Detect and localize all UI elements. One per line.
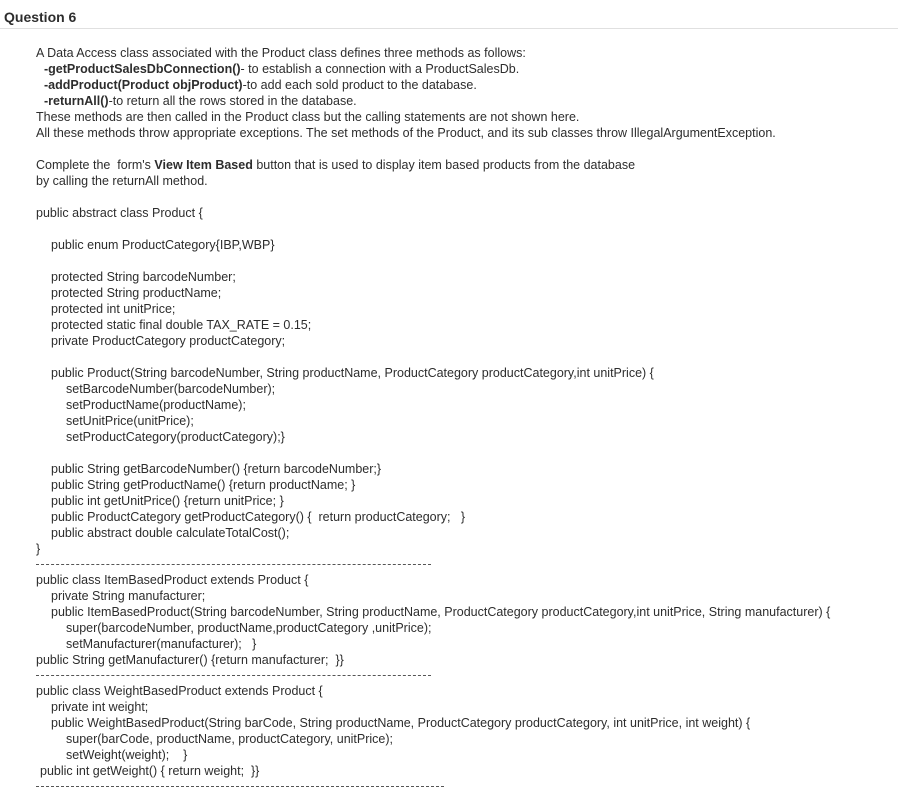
code-line: public int getWeight() { return weight; }} [40, 764, 260, 778]
code-line: protected String barcodeNumber; [51, 270, 236, 284]
code-line: super(barcodeNumber, productName,productCategory ,unitPrice); [66, 621, 432, 635]
code-line: protected int unitPrice; [51, 302, 176, 316]
code-line: super(barCode, productName, productCategory, unitPrice); [66, 732, 394, 746]
code-line: private ProductCategory productCategory; [51, 334, 286, 348]
method-name: -returnAll() [44, 94, 109, 108]
code-line: public abstract class Product { [36, 206, 203, 220]
code-line: public Product(String barcodeNumber, String productName, ProductCategory productCategory,int unitPrice) { [51, 366, 654, 380]
dashed-separator [36, 786, 444, 787]
code-line: setProductName(productName); [66, 398, 246, 412]
code-line: protected String productName; [51, 286, 222, 300]
method-name: -getProductSalesDbConnection() [44, 62, 241, 76]
task-text: button that is used to display item based products from the database [252, 158, 636, 172]
code-line: public WeightBasedProduct(String barCode, String productName, ProductCategory productCategory, int unitPrice, int weight) { [51, 716, 751, 730]
code-line: setWeight(weight); } [66, 748, 188, 762]
code-line: private int weight; [51, 700, 149, 714]
question-body [36, 45, 886, 794]
dashed-separator [36, 564, 431, 565]
code-line: public String getBarcodeNumber() {return barcodeNumber;} [51, 462, 382, 476]
method-text: -to add each sold product to the database. [242, 78, 477, 92]
task-line [36, 157, 886, 173]
code-line: setBarcodeNumber(barcodeNumber); [66, 382, 276, 396]
code-line: public class WeightBasedProduct extends Product { [36, 684, 323, 698]
code-line: setUnitPrice(unitPrice); [66, 414, 194, 428]
code-line: public String getManufacturer() {return manufacturer; }} [36, 653, 344, 667]
method-text: - to establish a connection with a ProductSalesDb. [240, 62, 520, 76]
code-line: public ItemBasedProduct(String barcodeNumber, String productName, ProductCategory productCategory,int unitPrice, String manufacturer) { [51, 605, 831, 619]
method-name: -addProduct(Product objProduct) [44, 78, 243, 92]
code-line: setManufacturer(manufacturer); } [66, 637, 257, 651]
code-line: public class ItemBasedProduct extends Product { [36, 573, 309, 587]
question-title: Question 6 [4, 9, 77, 25]
intro-line: A Data Access class associated with the Product class defines three methods as follows: [36, 46, 526, 60]
question-header [0, 0, 898, 29]
intro-line: These methods are then called in the Product class but the calling statements are not shown here. [36, 110, 580, 124]
code-line: setProductCategory(productCategory);} [66, 430, 285, 444]
method-description [36, 77, 886, 93]
task-line: by calling the returnAll method. [36, 174, 208, 188]
code-line: private String manufacturer; [51, 589, 206, 603]
code-line: public ProductCategory getProductCategory() { return productCategory; } [51, 510, 466, 524]
code-line: public enum ProductCategory{IBP,WBP} [51, 238, 275, 252]
method-description [36, 93, 886, 109]
code-line: public abstract double calculateTotalCost(); [51, 526, 290, 540]
code-line: } [36, 542, 41, 556]
code-line: public String getProductName() {return productName; } [51, 478, 356, 492]
code-line: protected static final double TAX_RATE = 0.15; [51, 318, 312, 332]
task-button-name: View Item Based [154, 158, 253, 172]
method-text: -to return all the rows stored in the database. [108, 94, 357, 108]
dashed-separator [36, 675, 431, 676]
intro-line: All these methods throw appropriate exceptions. The set methods of the Product, and its sub classes throw IllegalArgumentException. [36, 126, 776, 140]
task-text: Complete the form's [36, 158, 155, 172]
method-description [36, 61, 886, 77]
code-line: public int getUnitPrice() {return unitPrice; } [51, 494, 284, 508]
